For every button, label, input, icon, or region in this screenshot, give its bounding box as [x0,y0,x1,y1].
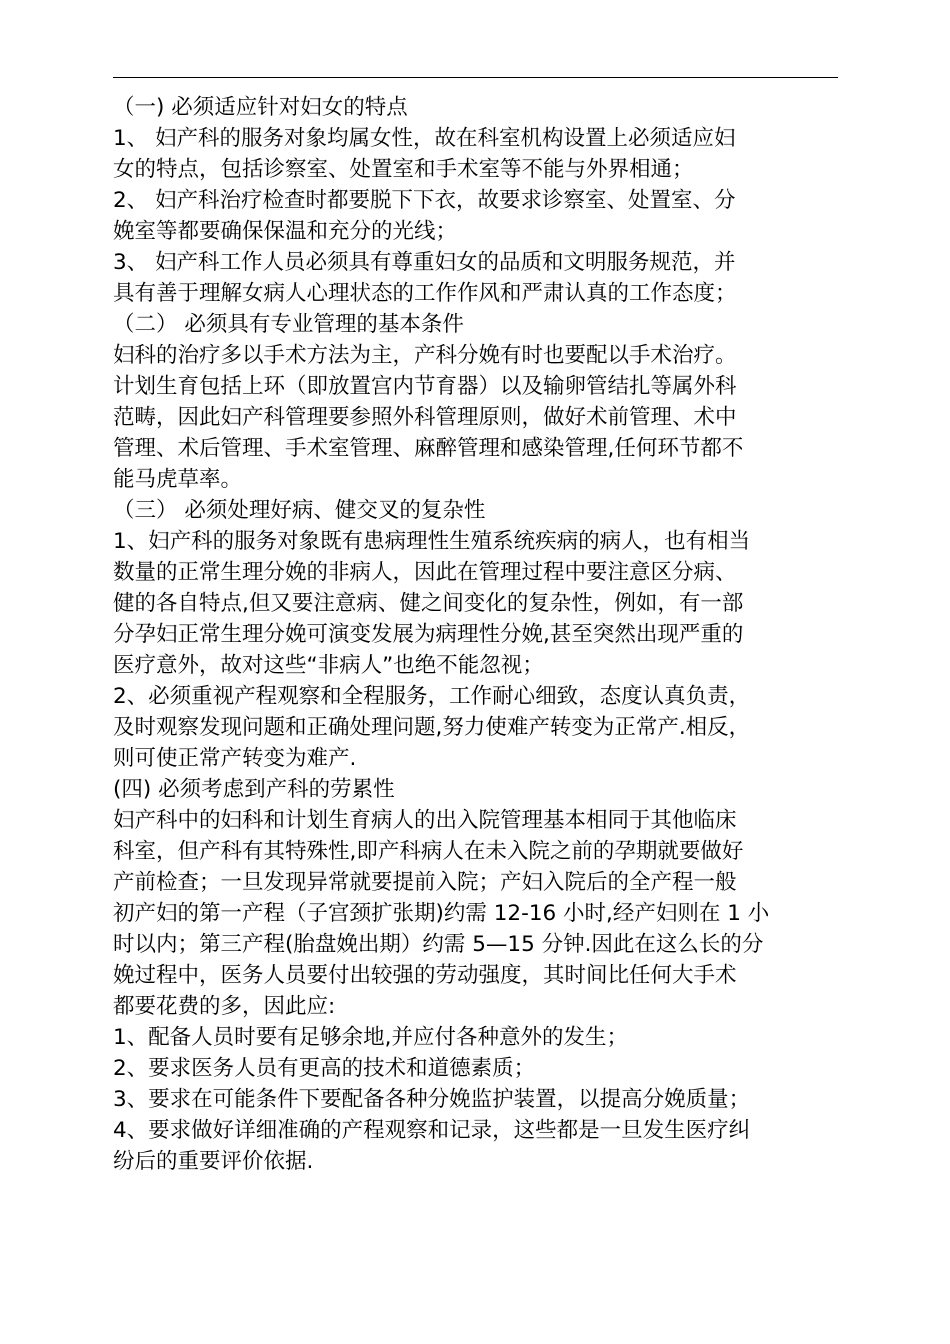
paragraph-line: 妇科的治疗多以手术方法为主，产科分娩有时也要配以手术治疗。 [113,343,737,368]
section-heading-1: （一) 必须适应针对妇女的特点 [113,95,408,120]
paragraph-line: 范畴，因此妇产科管理要参照外科管理原则，做好术前管理、术中 [113,405,737,430]
paragraph-line: 女的特点，包括诊察室、处置室和手术室等不能与外界相通； [113,157,694,182]
paragraph-line: 初产妇的第一产程（子宫颈扩张期)约需 12-16 小时,经产妇则在 1 小 [113,901,770,926]
paragraph-line: 医疗意外，故对这些“非病人”也绝不能忽视； [113,653,544,678]
section-heading-3: （三） 必须处理好病、健交叉的复杂性 [113,498,486,523]
paragraph-line: 1、配备人员时要有足够余地,并应付各种意外的发生； [113,1025,629,1050]
section-heading-4: (四) 必须考虑到产科的劳累性 [113,777,395,802]
section-heading-2: （二） 必须具有专业管理的基本条件 [113,312,464,337]
paragraph-line: 娩室等都要确保保温和充分的光线； [113,219,458,244]
paragraph-line: 2、必须重视产程观察和全程服务，工作耐心细致，态度认真负责， [113,684,751,709]
paragraph-line: 2、要求医务人员有更高的技术和道德素质； [113,1056,536,1081]
paragraph-line: 科室，但产科有其特殊性,即产科病人在未入院之前的孕期就要做好 [113,839,744,864]
paragraph-line: 妇产科中的妇科和计划生育病人的出入院管理基本相同于其他临床 [113,808,737,833]
paragraph-line: 4、要求做好详细准确的产程观察和记录，这些都是一旦发生医疗纠 [113,1118,751,1143]
paragraph-line: 纷后的重要评价依据. [113,1149,314,1174]
paragraph-line: 能马虎草率。 [113,467,243,492]
header-rule [113,77,838,78]
paragraph-line: 健的各自特点,但又要注意病、健之间变化的复杂性，例如，有一部 [113,591,744,616]
paragraph-line: 计划生育包括上环（即放置宫内节育器）以及输卵管结扎等属外科 [113,374,737,399]
paragraph-line: 3、要求在可能条件下要配备各种分娩监护装置，以提高分娩质量； [113,1087,751,1112]
paragraph-line: 管理、术后管理、手术室管理、麻醉管理和感染管理,任何环节都不 [113,436,744,461]
paragraph-line: 时以内；第三产程(胎盘娩出期）约需 5—15 分钟.因此在这么长的分 [113,932,764,957]
paragraph-line: 产前检查；一旦发现异常就要提前入院；产妇入院后的全产程一般 [113,870,737,895]
paragraph-line: 数量的正常生理分娩的非病人，因此在管理过程中要注意区分病、 [113,560,737,585]
paragraph-line: 及时观察发现问题和正确处理问题,努力使难产转变为正常产.相反， [113,715,751,740]
document-body [113,92,833,1177]
paragraph-line: 分孕妇正常生理分娩可演变发展为病理性分娩,甚至突然出现严重的 [113,622,744,647]
paragraph-line: 具有善于理解女病人心理状态的工作作风和严肃认真的工作态度； [113,281,737,306]
paragraph-line: 娩过程中，医务人员要付出较强的劳动强度，其时间比任何大手术 [113,963,737,988]
paragraph-line: 都要花费的多，因此应: [113,994,336,1019]
paragraph-line: 1、 妇产科的服务对象均属女性，故在科室机构设置上必须适应妇 [113,126,736,151]
paragraph-line: 则可使正常产转变为难产. [113,746,357,771]
paragraph-line: 3、 妇产科工作人员必须具有尊重妇女的品质和文明服务规范，并 [113,250,736,275]
paragraph-line: 1、妇产科的服务对象既有患病理性生殖系统疾病的病人，也有相当 [113,529,751,554]
paragraph-line: 2、 妇产科治疗检查时都要脱下下衣，故要求诊察室、处置室、分 [113,188,736,213]
